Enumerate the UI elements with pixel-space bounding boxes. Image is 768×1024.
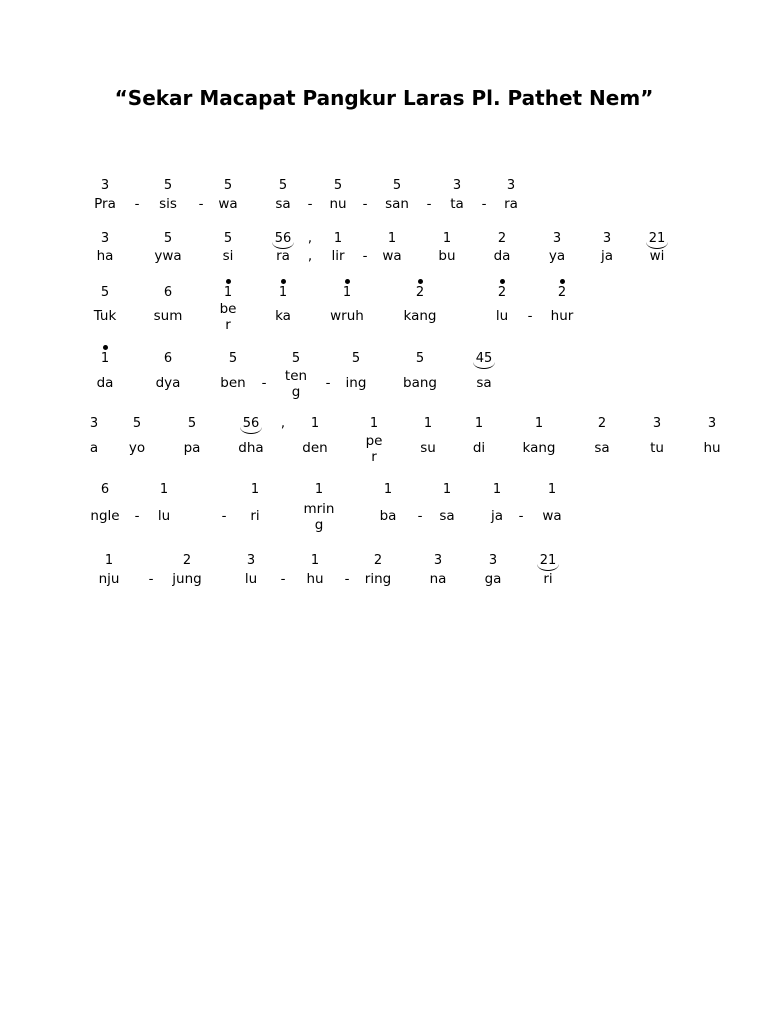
octave-dot	[281, 279, 286, 284]
lyric-syllable: hu	[703, 440, 721, 456]
note: 56	[242, 416, 260, 431]
note: 1	[423, 416, 433, 431]
lyric-syllable: pe r	[365, 433, 383, 465]
note: 45	[475, 351, 493, 366]
lyric-syllable: jung	[172, 571, 202, 587]
lyric-syllable: -	[134, 196, 140, 212]
note: 5	[333, 178, 343, 193]
lyric-syllable: -	[362, 196, 368, 212]
lyric-syllable: wa	[382, 248, 402, 264]
lyric-syllable: pa	[183, 440, 201, 456]
note: 21	[648, 231, 666, 246]
lyric-syllable: -	[481, 196, 487, 212]
lyric-syllable: lu	[157, 508, 171, 524]
note: 3	[452, 178, 462, 193]
lyric-syllable: ngle	[90, 508, 120, 524]
note: 21	[539, 553, 557, 568]
lyric-syllable: ing	[345, 375, 367, 391]
note: 1	[314, 482, 324, 497]
note: 1	[333, 231, 343, 246]
octave-dot	[500, 279, 505, 284]
lyric-syllable: sis	[159, 196, 177, 212]
lyric-syllable: nu	[329, 196, 347, 212]
lyric-syllable: sa	[476, 375, 492, 391]
note: 3	[100, 231, 110, 246]
lyric-syllable: -	[307, 196, 313, 212]
lyric-syllable: ra	[504, 196, 518, 212]
note: 3	[100, 178, 110, 193]
lyric-syllable: -	[134, 508, 140, 524]
note: 1	[223, 285, 233, 300]
lyric-syllable: hur	[550, 308, 574, 324]
lyric-syllable: -	[325, 375, 331, 391]
note: 1	[442, 482, 452, 497]
lyric-syllable: kang	[403, 308, 437, 324]
note: 3	[552, 231, 562, 246]
note: 5	[415, 351, 425, 366]
note: 5	[278, 178, 288, 193]
lyric-syllable: lir	[331, 248, 345, 264]
lyric-syllable: wi	[649, 248, 665, 264]
lyric-syllable: -	[198, 196, 204, 212]
octave-dot	[345, 279, 350, 284]
note: 1	[383, 482, 393, 497]
octave-dot	[418, 279, 423, 284]
lyric-syllable: wruh	[330, 308, 364, 324]
note: 1	[310, 416, 320, 431]
lyric-syllable: ben	[220, 375, 246, 391]
lyric-syllable: ka	[275, 308, 291, 324]
lyric-syllable: -	[417, 508, 423, 524]
lyric-syllable: -	[344, 571, 350, 587]
note: 1	[100, 351, 110, 366]
lyric-syllable: wa	[542, 508, 562, 524]
note: 5	[351, 351, 361, 366]
note: 3	[89, 416, 99, 431]
lyric-syllable: -	[518, 508, 524, 524]
lyric-syllable: sa	[275, 196, 291, 212]
lyric-syllable: -	[362, 248, 368, 264]
lyric-syllable: -	[527, 308, 533, 324]
note: 2	[497, 285, 507, 300]
lyric-syllable: si	[222, 248, 234, 264]
lyric-syllable: Pra	[94, 196, 116, 212]
lyric-syllable: ri	[543, 571, 553, 587]
note: 5	[223, 178, 233, 193]
note: 1	[534, 416, 544, 431]
lyric-syllable: tu	[650, 440, 664, 456]
note: 6	[100, 482, 110, 497]
lyric-syllable: ra	[276, 248, 290, 264]
lyric-syllable: bang	[403, 375, 437, 391]
lyric-syllable: ten g	[284, 368, 308, 400]
lyric-syllable: bu	[438, 248, 456, 264]
note: 1	[442, 231, 452, 246]
note: 5	[163, 231, 173, 246]
octave-dot	[560, 279, 565, 284]
note: 1	[278, 285, 288, 300]
lyric-syllable: nju	[98, 571, 120, 587]
note: 1	[104, 553, 114, 568]
note: 1	[492, 482, 502, 497]
lyric-syllable: ga	[484, 571, 502, 587]
lyric-syllable: -	[148, 571, 154, 587]
note: 1	[369, 416, 379, 431]
note: 3	[707, 416, 717, 431]
note: 5	[100, 285, 110, 300]
note: 1	[310, 553, 320, 568]
note: 5	[223, 231, 233, 246]
lyric-syllable: -	[261, 375, 267, 391]
note: 1	[387, 231, 397, 246]
note: 2	[557, 285, 567, 300]
lyric-syllable: ya	[548, 248, 566, 264]
note: 5	[291, 351, 301, 366]
note: 1	[159, 482, 169, 497]
lyric-syllable: ,	[307, 248, 313, 264]
lyric-syllable: ba	[379, 508, 397, 524]
lyric-syllable: ja	[600, 248, 614, 264]
lyric-syllable: sa	[594, 440, 610, 456]
note: 2	[415, 285, 425, 300]
note: ,	[280, 416, 286, 431]
note: 56	[274, 231, 292, 246]
lyric-syllable: sa	[439, 508, 455, 524]
note: 2	[373, 553, 383, 568]
lyric-syllable: a	[89, 440, 99, 456]
lyric-syllable: da	[493, 248, 511, 264]
lyric-syllable: sum	[153, 308, 183, 324]
octave-dot	[103, 345, 108, 350]
lyric-syllable: ha	[96, 248, 114, 264]
lyric-syllable: ta	[450, 196, 464, 212]
lyric-syllable: kang	[522, 440, 556, 456]
note: 1	[547, 482, 557, 497]
note: 5	[163, 178, 173, 193]
lyric-syllable: Tuk	[93, 308, 117, 324]
note: 2	[497, 231, 507, 246]
note: 3	[506, 178, 516, 193]
lyric-syllable: lu	[244, 571, 258, 587]
lyric-syllable: dya	[155, 375, 181, 391]
note: 5	[392, 178, 402, 193]
note: 1	[250, 482, 260, 497]
lyric-syllable: ring	[364, 571, 392, 587]
slur-arc	[473, 362, 495, 369]
note: 3	[433, 553, 443, 568]
note: 3	[652, 416, 662, 431]
note: 2	[182, 553, 192, 568]
lyric-syllable: yo	[128, 440, 146, 456]
lyric-syllable: den	[302, 440, 328, 456]
note: 2	[597, 416, 607, 431]
lyric-syllable: di	[472, 440, 486, 456]
lyric-syllable: dha	[238, 440, 264, 456]
lyric-syllable: ja	[490, 508, 504, 524]
lyric-syllable: ywa	[154, 248, 182, 264]
lyric-syllable: wa	[218, 196, 238, 212]
lyric-syllable: -	[280, 571, 286, 587]
note: 1	[474, 416, 484, 431]
lyric-syllable: hu	[306, 571, 324, 587]
octave-dot	[226, 279, 231, 284]
note: 5	[187, 416, 197, 431]
note: 5	[228, 351, 238, 366]
note: 3	[602, 231, 612, 246]
slur-arc	[537, 564, 559, 571]
note: 3	[488, 553, 498, 568]
note: 6	[163, 285, 173, 300]
lyric-syllable: lu	[495, 308, 509, 324]
lyric-syllable: -	[426, 196, 432, 212]
lyric-syllable: be r	[219, 301, 237, 333]
lyric-syllable: san	[385, 196, 409, 212]
note: 1	[342, 285, 352, 300]
lyric-syllable: su	[420, 440, 436, 456]
lyric-syllable: na	[429, 571, 447, 587]
page-title: “Sekar Macapat Pangkur Laras Pl. Pathet Nem”	[114, 86, 654, 110]
note: 5	[132, 416, 142, 431]
lyric-syllable: da	[96, 375, 114, 391]
lyric-syllable: mrin g	[303, 501, 335, 533]
note: ,	[307, 231, 313, 246]
note: 3	[246, 553, 256, 568]
lyric-syllable: ri	[250, 508, 260, 524]
note: 6	[163, 351, 173, 366]
lyric-syllable: -	[221, 508, 227, 524]
